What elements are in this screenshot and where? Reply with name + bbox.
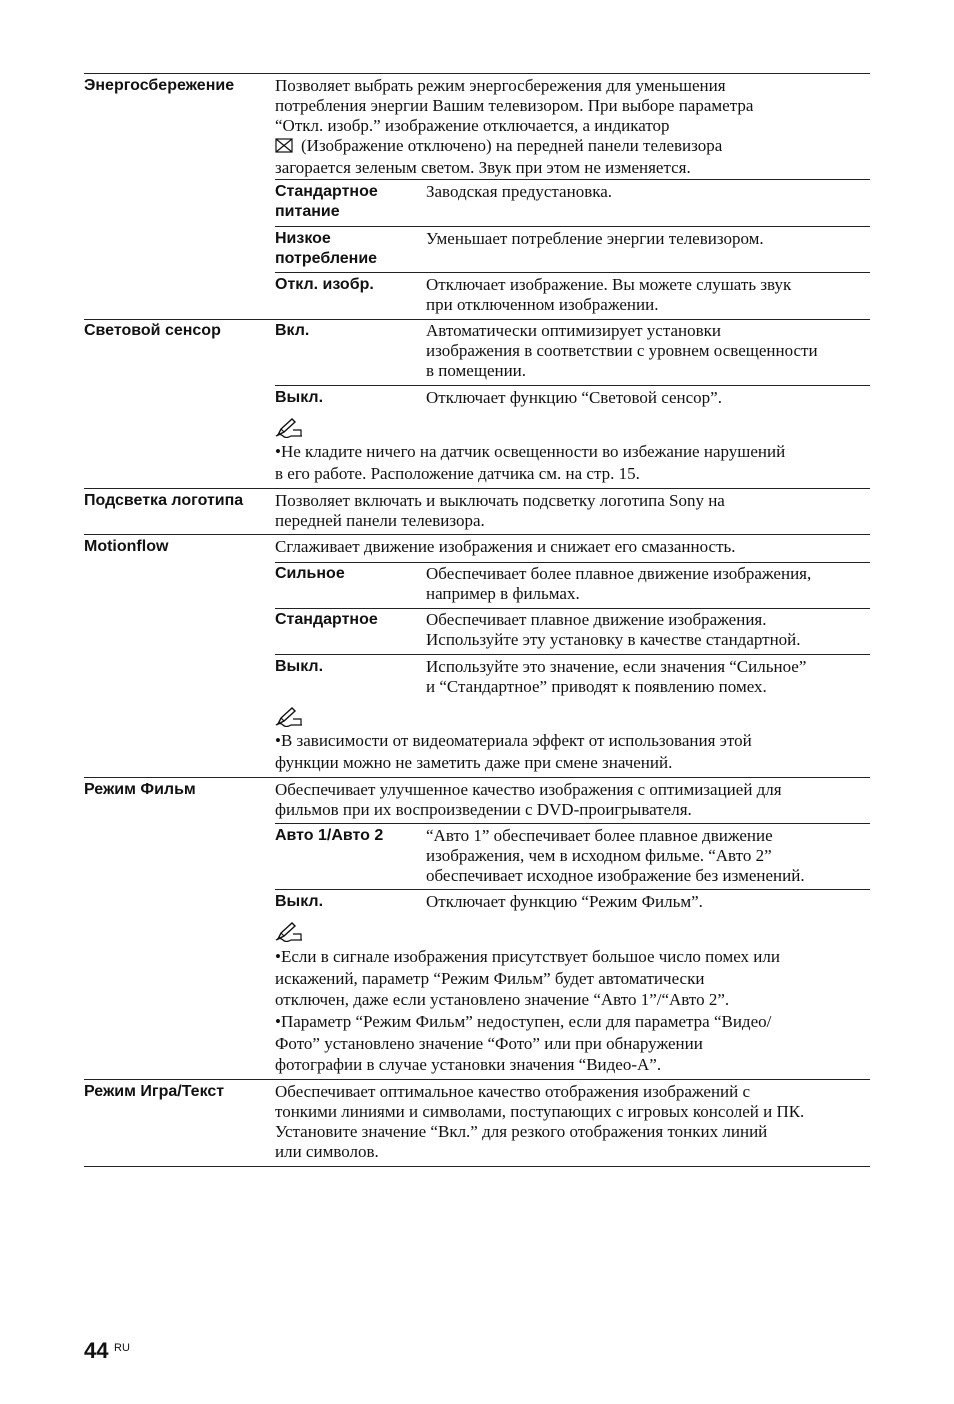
pencil-note-icon — [275, 416, 303, 438]
option-description: Отключает функцию “Режим Фильм”. — [426, 892, 703, 911]
option-label: Низкое потребление — [275, 230, 378, 267]
row-rule — [275, 272, 870, 273]
setting-label-logo-illumination: Подсветка логотипа — [84, 492, 244, 509]
row-rule — [275, 385, 870, 386]
row-rule — [275, 889, 870, 890]
row-rule — [84, 777, 870, 778]
row-rule — [275, 823, 870, 824]
table-bottom-rule — [84, 1166, 870, 1167]
language-code: RU — [114, 1342, 130, 1354]
row-rule — [84, 1079, 870, 1080]
row-rule — [275, 654, 870, 655]
option-description: Обеспечивает более плавное движение изображения, например в фильмах. — [426, 564, 812, 603]
option-description: Автоматически оптимизирует установки изображения в соответствии с уровнем освещенности в помещении. — [426, 321, 818, 380]
setting-label-game-text-mode: Режим Игра/Текст — [84, 1083, 225, 1100]
option-label: Стандартное — [275, 611, 378, 628]
option-description: Отключает изображение. Вы можете слушать звук при отключенном изображении. — [426, 275, 792, 314]
setting-description: Сглаживает движение изображения и снижает его смазанность. — [275, 537, 736, 556]
row-rule — [275, 608, 870, 609]
setting-label-motionflow: Motionflow — [84, 538, 169, 555]
option-description: Заводская предустановка. — [426, 182, 613, 201]
option-label: Откл. изобр. — [275, 276, 374, 293]
option-description: Уменьшает потребление энергии телевизором. — [426, 229, 764, 248]
option-label: Авто 1/Авто 2 — [275, 827, 384, 844]
picture-off-indicator-icon — [275, 138, 293, 158]
setting-description: Позволяет включать и выключать подсветку логотипа Sony на передней панели телевизора. — [275, 491, 725, 530]
note-text: •Если в сигнале изображения присутствует большое число помех или искажений, параметр “Режим Фильм” будет автоматически отключен, даже если установлено значение “Авто 1”/“Авто 2”. — [275, 947, 780, 1009]
option-description: Обеспечивает плавное движение изображения. Используйте эту установку в качестве стандартной. — [426, 610, 801, 649]
note-text: •В зависимости от видеоматериала эффект от использования этой функции можно не заметить даже при смене значений. — [275, 731, 752, 772]
option-label: Выкл. — [275, 893, 324, 910]
option-label: Сильное — [275, 565, 345, 582]
option-label: Выкл. — [275, 389, 324, 406]
option-label: Стандартное питание — [275, 183, 378, 220]
option-description: Используйте это значение, если значения “Сильное” и “Стандартное” приводят к появлению помех. — [426, 657, 807, 696]
option-label: Выкл. — [275, 658, 324, 675]
option-description: Отключает функцию “Световой сенсор”. — [426, 388, 722, 407]
setting-label-energy-saving: Энергосбережение — [84, 77, 235, 94]
note-text: •Параметр “Режим Фильм” недоступен, если для параметра “Видео/ Фото” установлено значение “Фото” или при обнаружении фотографии в случае установки значения “Видео-A”. — [275, 1012, 772, 1074]
row-rule — [275, 562, 870, 563]
setting-label-film-mode: Режим Фильм — [84, 781, 196, 798]
row-rule — [84, 534, 870, 535]
setting-label-light-sensor: Световой сенсор — [84, 322, 221, 339]
pencil-note-icon — [275, 705, 303, 727]
setting-description: Позволяет выбрать режим энергосбережения для уменьшения потребления энергии Вашим телевизором. При выборе параметра “Откл. изобр.” изображение отключается, а индикатор (Изображение отключено) на передней панели телевизора загорается зеленым светом. Звук при этом не изменяется. — [275, 76, 754, 177]
page-number: 44 — [84, 1338, 109, 1363]
setting-description: Обеспечивает улучшенное качество изображения с оптимизацией для фильмов при их воспроизведении с DVD-проигрывателя. — [275, 780, 782, 819]
row-rule — [275, 179, 870, 180]
setting-description: Обеспечивает оптимальное качество отображения изображений с тонкими линиями и символами, поступающих с игровых консолей и ПК. Установите значение “Вкл.” для резкого отображения тонких линий или символов. — [275, 1082, 805, 1161]
option-label: Вкл. — [275, 322, 310, 339]
pencil-note-icon — [275, 920, 303, 942]
row-rule — [275, 226, 870, 227]
table-top-rule — [84, 73, 870, 74]
row-rule — [84, 319, 870, 320]
row-rule — [84, 488, 870, 489]
option-description: “Авто 1” обеспечивает более плавное движение изображения, чем в исходном фильме. “Авто 2” обеспечивает исходное изображение без изменений. — [426, 826, 805, 885]
note-text: •Не кладите ничего на датчик освещенности во избежание нарушений в его работе. Расположение датчика см. на стр. 15. — [275, 442, 786, 483]
